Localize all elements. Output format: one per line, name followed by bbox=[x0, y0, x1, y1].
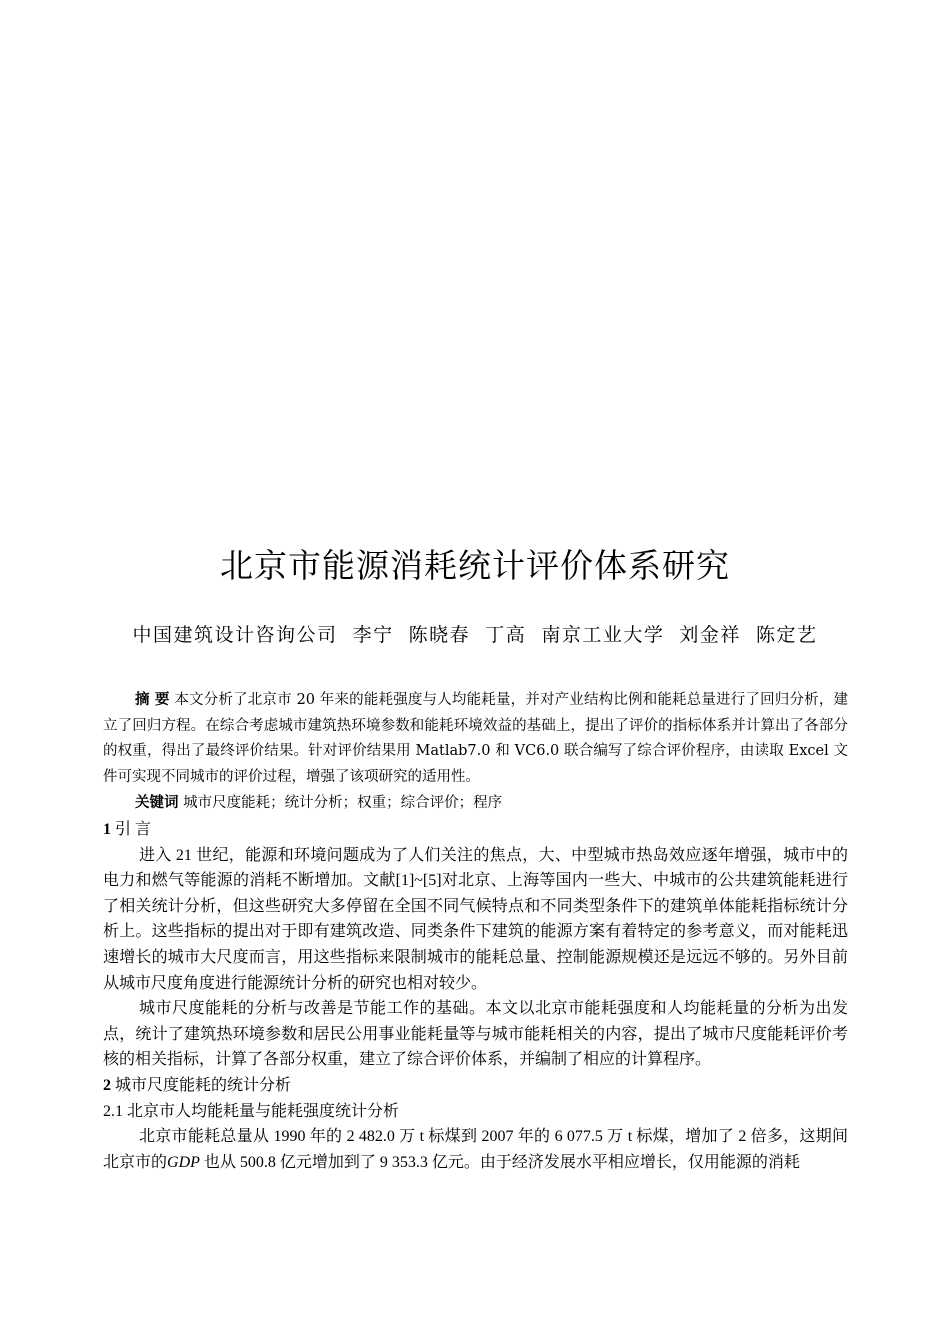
section-2-title: 城市尺度能耗的统计分析 bbox=[115, 1076, 292, 1094]
abstract-label: 摘 要 bbox=[135, 691, 170, 708]
keywords-text: 城市尺度能耗；统计分析；权重；综合评价；程序 bbox=[183, 795, 503, 812]
keywords bbox=[103, 790, 848, 817]
section-1-paragraph-2: 城市尺度能耗的分析与改善是节能工作的基础。本文以北京市能耗强度和人均能耗量的分析为出发点，统计了建筑热环境参数和居民公用事业能耗量等与城市能耗相关的内容，提出了城市尺度能耗评价考核的相关指标，计算了各部分权重，建立了综合评价体系，并编制了相应的计算程序。 bbox=[103, 1000, 848, 1069]
gdp-term: GDP bbox=[167, 1153, 200, 1171]
paragraph-text-part-2: 也从 500.8 亿元增加到了 9 353.3 亿元。由于经济发展水平相应增长，仅用能源的消耗 bbox=[199, 1153, 800, 1171]
section-2-number: 2 bbox=[103, 1076, 111, 1094]
paper-body bbox=[103, 687, 848, 1175]
section-2-1-paragraph bbox=[103, 1124, 848, 1175]
section-1-paragraph-1: 进入 21 世纪，能源和环境问题成为了人们关注的焦点，大、中型城市热岛效应逐年增强，城市中的电力和燃气等能源的消耗不断增加。文献[1]~[5]对北京、上海等国内一些大、中城市的公共建筑能耗进行了相关统计分析，但这些研究大多停留在全国不同气候特点和不同类型条件下的建筑单体能耗指标统计分析上。这些指标的提出对于即有建筑改造、同类条件下建筑的能源方案有着特定的参考意义，而对能耗迅速增长的城市大尺度而言，用这些指标来限制城市的能耗总量、控制能源规模还是远远不够的。另外目前从城市尺度角度进行能源统计分析的研究也相对较少。 bbox=[103, 846, 848, 992]
section-1-heading bbox=[103, 817, 848, 843]
keywords-label: 关键词 bbox=[135, 794, 179, 812]
paper-title: 北京市能源消耗统计评价体系研究 bbox=[220, 546, 730, 585]
section-1-number: 1 bbox=[103, 820, 111, 838]
abstract bbox=[103, 687, 848, 790]
abstract-text: 本文分析了北京市 20 年来的能耗强度与人均能耗量，并对产业结构比例和能耗总量进行了回归分析，建立了回归方程。在综合考虑城市建筑热环境参数和能耗环境效益的基础上，提出了评价的指标体系并计算出了各部分的权重，得出了最终评价结果。针对评价结果用 Matlab7.0 和 VC6.0 联合编写了综合评价程序，由读取 Excel 文件可实现不同城市的评价过程，增强了该项研究的适用性。 bbox=[103, 692, 848, 785]
author-affiliations: 中国建筑设计咨询公司 李宁 陈晓春 丁高 南京工业大学 刘金祥 陈定艺 bbox=[132, 624, 818, 646]
section-1-title: 引 言 bbox=[115, 820, 152, 838]
subsection-2-1-heading: 2.1 北京市人均能耗量与能耗强度统计分析 bbox=[103, 1102, 400, 1120]
section-2-heading bbox=[103, 1073, 848, 1099]
paragraph-text-part-1: 北京市能耗总量从 1990 年的 2 482.0 万 t 标煤到 2007 年的 6 077.5 万 t 标煤，增加了 2 倍多，这期间北京市的 bbox=[103, 1128, 848, 1171]
